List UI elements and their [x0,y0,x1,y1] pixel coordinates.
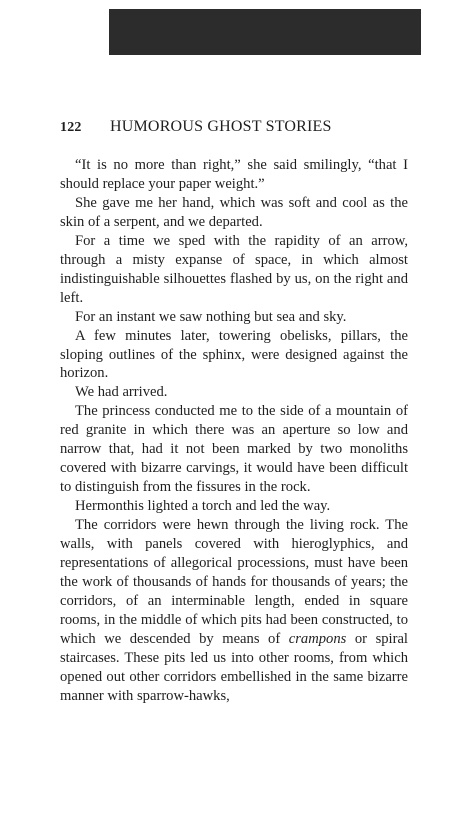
paragraph-text: or spiral staircases. These pits led us into other rooms, from which opened out other corridors embellished in the same bizarre manner with sparrow-hawks, [60,630,408,704]
scan-redaction-bar [109,9,421,55]
body-text [60,156,408,706]
running-header [60,117,420,138]
paragraph-text: The corridors were hewn through the living rock. The walls, with panels covered with hieroglyphics, and representations of allegorical processions, must have been the work of thousands of hands for thousands of years; the corridors, of an interminable length, ended in square rooms, in the middle of which pits had been constructed, to which we descended by means of [60,517,408,647]
paragraph: We had arrived. [75,384,168,401]
page-number: 122 [60,120,82,135]
paragraph: Hermonthis lighted a torch and led the way. [75,498,331,515]
paragraph: She gave me her hand, which was soft and cool as the skin of a serpent, and we departed. [60,194,408,230]
paragraph: The princess conducted me to the side of a mountain of red granite in which there was an aperture so low and narrow that, had it not been marked by two monoliths covered with bizarre carvings, it would have been difficult to distinguish from the fissures in the rock. [60,403,408,496]
paragraph: A few minutes later, towering obelisks, pillars, the sloping outlines of the sphinx, were designed against the horizon. [60,327,408,382]
paragraph: “It is no more than right,” she said smilingly, “that I should replace your paper weight.” [60,157,408,192]
paragraph: For an instant we saw nothing but sea and sky. [75,308,347,325]
paragraph-corridors [60,516,408,706]
running-title: HUMOROUS GHOST STORIES [110,118,332,135]
paragraph: For a time we sped with the rapidity of an arrow, through a misty expanse of space, in which almost indistinguishable silhouettes flashed by us, on the right and left. [60,232,408,306]
italic-term: crampons [288,630,347,647]
